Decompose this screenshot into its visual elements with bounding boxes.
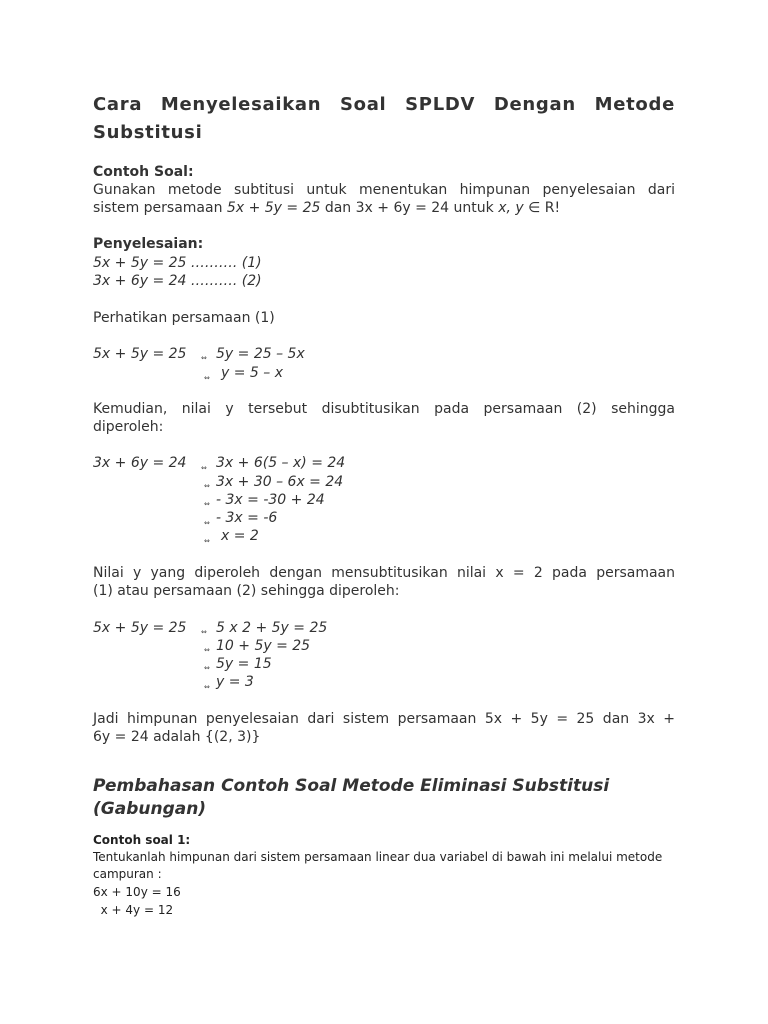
nilai-line-1: Nilai y yang diperoleh dengan mensubtitusikan nilai x = 2 pada persamaan — [93, 565, 675, 581]
step1-row: y = 5 – x — [221, 365, 284, 381]
soal1-equation-2: x + 4y = 12 — [93, 903, 174, 917]
kemudian-line-1: Kemudian, nilai y tersebut disubtitusikan pada persamaan (2) sehingga — [93, 401, 675, 417]
penyelesaian-label: Penyelesaian: — [93, 236, 204, 252]
equivalence-icon: ⇔ — [201, 628, 207, 636]
step2-lhs: 3x + 6y = 24 — [93, 455, 187, 471]
nilai-line-2: (1) atau persamaan (2) sehingga diperoleh: — [93, 583, 400, 599]
problem-line-1: Gunakan metode subtitusi untuk menentukan himpunan penyelesaian dari — [93, 182, 675, 198]
equivalence-icon: ⇔ — [204, 519, 210, 527]
equivalence-icon: ⇔ — [204, 374, 210, 382]
soal1-line-1: Tentukanlah himpunan dari sistem persamaan linear dua variabel di bawah ini melalui metode — [93, 850, 663, 864]
step3-lhs: 5x + 5y = 25 — [93, 620, 187, 636]
problem-text: sistem persamaan — [93, 200, 227, 216]
contoh-soal-label: Contoh Soal: — [93, 164, 194, 180]
jadi-line-2: 6y = 24 adalah {(2, 3)} — [93, 729, 261, 745]
equivalence-icon: ⇔ — [201, 354, 207, 362]
page-title: Cara Menyelesaikan Soal SPLDV Dengan Metode Substitusi — [93, 94, 675, 143]
system-equation-2: 3x + 6y = 24 ………. (2) — [93, 273, 262, 289]
step3-row: y = 3 — [216, 674, 254, 690]
equivalence-icon: ⇔ — [204, 500, 210, 508]
equivalence-icon: ⇔ — [204, 664, 210, 672]
step2-row: 3x + 30 – 6x = 24 — [216, 474, 344, 490]
equivalence-icon: ⇔ — [204, 646, 210, 654]
equivalence-icon: ⇔ — [204, 482, 210, 490]
step1-lhs: 5x + 5y = 25 — [93, 346, 187, 362]
equivalence-icon: ⇔ — [204, 683, 210, 691]
perhatikan-text: Perhatikan persamaan (1) — [93, 310, 275, 326]
problem-line-2 — [93, 199, 560, 217]
equivalence-icon: ⇔ — [201, 464, 207, 472]
problem-member: ∈ R! — [523, 200, 561, 216]
system-equation-1: 5x + 5y = 25 ………. (1) — [93, 255, 262, 271]
step3-row: 5y = 15 — [216, 656, 272, 672]
step2-row: x = 2 — [221, 528, 259, 544]
jadi-line-1: Jadi himpunan penyelesaian dari sistem persamaan 5x + 5y = 25 dan 3x + — [93, 711, 675, 727]
problem-variables: x, y — [498, 200, 524, 216]
kemudian-line-2: diperoleh: — [93, 419, 164, 435]
step1-row: 5y = 25 – 5x — [216, 346, 305, 362]
step3-row: 10 + 5y = 25 — [216, 638, 311, 654]
soal1-equation-1: 6x + 10y = 16 — [93, 885, 181, 899]
soal1-line-2: campuran : — [93, 867, 162, 881]
step3-row: 5 x 2 + 5y = 25 — [216, 620, 328, 636]
step2-row: 3x + 6(5 – x) = 24 — [216, 455, 346, 471]
step2-row: - 3x = -6 — [216, 510, 278, 526]
equivalence-icon: ⇔ — [204, 537, 210, 545]
section2-title: Pembahasan Contoh Soal Metode Eliminasi Substitusi (Gabungan) — [93, 776, 610, 819]
problem-equation: 5x + 5y = 25 — [226, 200, 321, 216]
step2-row: - 3x = -30 + 24 — [216, 492, 325, 508]
contoh-soal-1-label: Contoh soal 1: — [93, 833, 191, 847]
problem-text-mid: dan 3x + 6y = 24 untuk — [320, 200, 499, 216]
